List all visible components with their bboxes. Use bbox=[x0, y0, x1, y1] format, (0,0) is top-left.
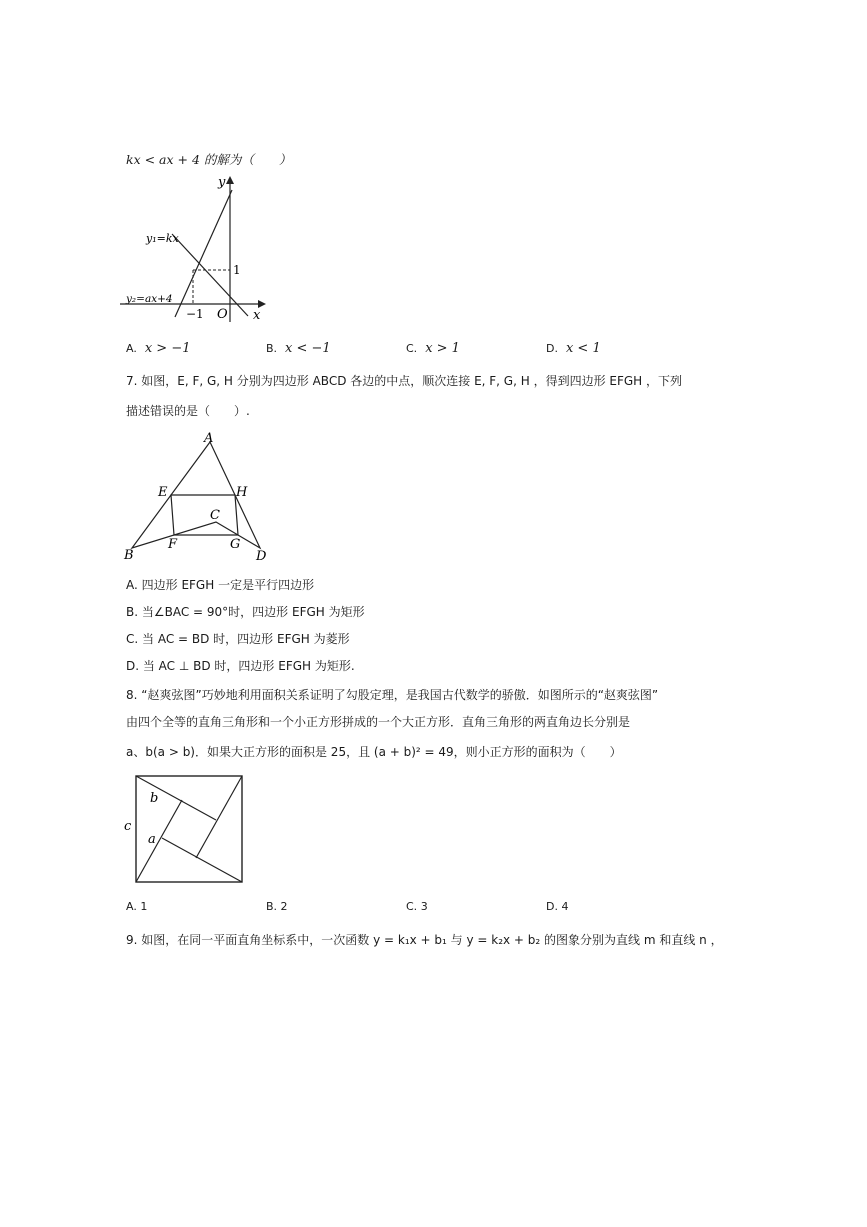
origin-label: O bbox=[217, 307, 228, 322]
line-y2 bbox=[175, 190, 232, 317]
q9-line1: 9. 如图，在同一平面直角坐标系中，一次函数 y = k₁x + b₁ 与 y = k₂x + b₂ 的图象分别为直线 m 和直线 n ， bbox=[126, 933, 723, 947]
tick-neg1: −1 bbox=[186, 307, 204, 321]
label-a: A bbox=[204, 431, 214, 446]
tick-1: 1 bbox=[233, 263, 241, 277]
label-g: G bbox=[230, 537, 241, 552]
q8-line1: 8. “赵爽弦图”巧妙地利用面积关系证明了勾股定理，是我国古代数学的骄傲．如图所示的“赵爽弦图” bbox=[126, 688, 659, 702]
label-b: b bbox=[150, 791, 159, 806]
line2-label: y₂=ax+4 bbox=[126, 293, 173, 305]
q7-option-d[interactable]: D. 当 AC ⊥ BD 时，四边形 EFGH 为矩形. bbox=[126, 659, 355, 673]
q6-option-c[interactable]: C. x > 1 bbox=[406, 341, 460, 356]
q8-option-a[interactable]: A. 1 bbox=[126, 900, 148, 913]
triangle-line-2 bbox=[196, 776, 242, 858]
label-d: D bbox=[256, 549, 267, 564]
q7-option-b[interactable]: B. 当∠BAC = 90°时，四边形 EFGH 为矩形 bbox=[126, 605, 365, 619]
x-axis-label: x bbox=[253, 308, 261, 322]
q6-option-b[interactable]: B. x < −1 bbox=[266, 341, 331, 356]
q8-line2: 由四个全等的直角三角形和一个小正方形拼成的一个大正方形．直角三角形的两直角边长分别是 bbox=[126, 715, 631, 729]
label-b: B bbox=[124, 548, 134, 563]
triangle-line-4 bbox=[136, 800, 182, 882]
q6-stem: kx < ax + 4 的解为（ ） bbox=[126, 152, 292, 167]
q7-option-a[interactable]: A. 四边形 EFGH 一定是平行四边形 bbox=[126, 578, 315, 592]
label-f: F bbox=[168, 537, 178, 552]
q6-option-a[interactable]: A. x > −1 bbox=[126, 341, 191, 356]
label-e: E bbox=[158, 485, 168, 500]
label-h: H bbox=[236, 485, 248, 500]
label-a: a bbox=[148, 832, 156, 847]
q8-option-c[interactable]: C. 3 bbox=[406, 900, 428, 913]
q6-graph bbox=[120, 172, 270, 322]
q8-option-d[interactable]: D. 4 bbox=[546, 900, 569, 913]
q7-quadrilateral-figure bbox=[120, 430, 280, 565]
triangle-line-3 bbox=[162, 838, 242, 882]
label-c: C bbox=[210, 508, 220, 523]
q7-line1: 7. 如图，E, F, G, H 分别为四边形 ABCD 各边的中点，顺次连接 E, F, G, H ，得到四边形 EFGH ，下列 bbox=[126, 374, 683, 388]
y-axis-arrow-icon bbox=[226, 176, 234, 184]
x-axis-arrow-icon bbox=[258, 300, 266, 308]
q8-line3: a、b(a > b)．如果大正方形的面积是 25，且 (a + b)² = 49，则小正方形的面积为（ ） bbox=[126, 745, 622, 759]
triangle-line-1 bbox=[136, 776, 216, 820]
q7-option-c[interactable]: C. 当 AC = BD 时，四边形 EFGH 为菱形 bbox=[126, 632, 350, 646]
line1-label: y₁=kx bbox=[146, 232, 179, 245]
q8-option-b[interactable]: B. 2 bbox=[266, 900, 288, 913]
q7-line2: 描述错误的是（ ）. bbox=[126, 404, 250, 418]
label-c: c bbox=[124, 819, 132, 834]
q6-option-d[interactable]: D. x < 1 bbox=[546, 341, 601, 356]
y-axis-label: y bbox=[218, 175, 226, 190]
q8-zhao-shuang-figure bbox=[120, 770, 250, 890]
